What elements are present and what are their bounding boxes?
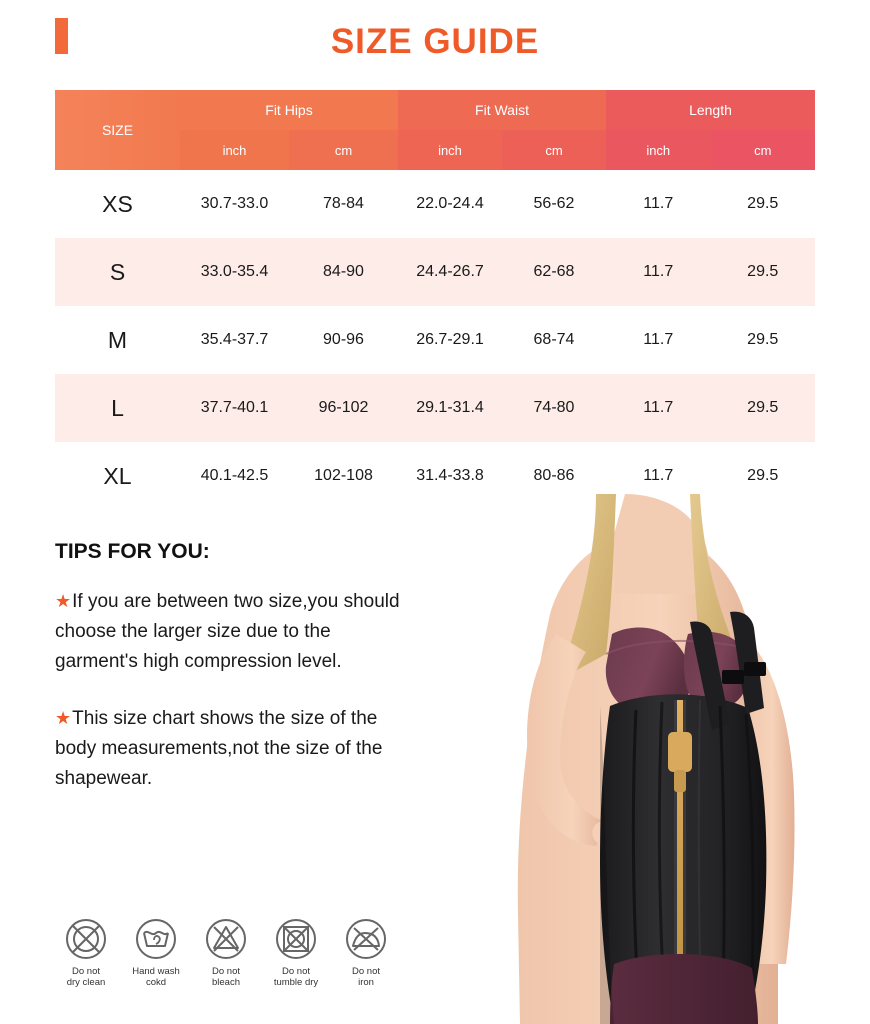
care-label-line2: cokd [145, 977, 167, 988]
do-not-tumble-dry-icon [275, 918, 317, 960]
cell-waist-cm: 56-62 [502, 170, 606, 238]
cell-hips-cm: 102-108 [289, 442, 398, 510]
tip-item [55, 586, 415, 677]
care-label-line1: Do not [72, 966, 100, 977]
cell-waist-inch: 24.4-26.7 [398, 238, 502, 306]
column-group-fit-waist: Fit Waist [398, 90, 606, 130]
size-table-body [55, 170, 815, 510]
cell-hips-cm: 90-96 [289, 306, 398, 374]
care-item [128, 918, 184, 988]
care-label-line1: Do not [352, 966, 380, 977]
column-group-fit-hips: Fit Hips [180, 90, 398, 130]
care-label-line1: Do not [212, 966, 240, 977]
size-table-head [55, 90, 815, 170]
cell-waist-cm: 62-68 [502, 238, 606, 306]
page-header [0, 0, 870, 88]
cell-waist-cm: 68-74 [502, 306, 606, 374]
column-header-waist-inch: inch [398, 130, 502, 170]
care-item [198, 918, 254, 988]
cell-waist-inch: 22.0-24.4 [398, 170, 502, 238]
cell-hips-cm: 78-84 [289, 170, 398, 238]
cell-hips-cm: 96-102 [289, 374, 398, 442]
hand-wash-icon [135, 918, 177, 960]
cell-hips-inch: 35.4-37.7 [180, 306, 289, 374]
cell-size: L [55, 374, 180, 442]
care-label-line2: tumble dry [273, 977, 319, 988]
care-label-line1: Hand wash [132, 966, 180, 977]
care-label-line2: dry clean [66, 977, 106, 988]
tips-title: TIPS FOR YOU: [55, 540, 210, 563]
model-illustration [400, 494, 870, 1024]
cell-hips-inch: 40.1-42.5 [180, 442, 289, 510]
do-not-bleach-icon [205, 918, 247, 960]
cell-waist-inch: 29.1-31.4 [398, 374, 502, 442]
cell-length-cm: 29.5 [711, 306, 816, 374]
table-row [55, 238, 815, 306]
cell-length-inch: 11.7 [606, 306, 711, 374]
column-group-length: Length [606, 90, 815, 130]
do-not-iron-icon [345, 918, 387, 960]
column-header-hips-inch: inch [180, 130, 289, 170]
tip-text: This size chart shows the size of the body measurements,not the size of the shapewear. [55, 708, 383, 789]
column-header-hips-cm: cm [289, 130, 398, 170]
star-icon: ★ [55, 708, 72, 728]
cell-length-inch: 11.7 [606, 442, 711, 510]
cell-waist-inch: 26.7-29.1 [398, 306, 502, 374]
product-model-image [400, 494, 870, 1024]
cell-hips-inch: 30.7-33.0 [180, 170, 289, 238]
cell-hips-inch: 37.7-40.1 [180, 374, 289, 442]
column-header-waist-cm: cm [502, 130, 606, 170]
cell-length-cm: 29.5 [711, 170, 816, 238]
page-title: SIZE GUIDE [330, 22, 540, 61]
care-instructions [58, 918, 398, 988]
cell-length-cm: 29.5 [711, 374, 816, 442]
star-icon: ★ [55, 591, 72, 611]
table-header-row-groups [55, 90, 815, 130]
column-header-length-inch: inch [606, 130, 711, 170]
table-row [55, 374, 815, 442]
tip-item [55, 703, 415, 794]
care-label-line2: iron [358, 977, 374, 988]
cell-length-inch: 11.7 [606, 374, 711, 442]
cell-waist-cm: 74-80 [502, 374, 606, 442]
cell-length-cm: 29.5 [711, 238, 816, 306]
tips-section [55, 540, 415, 820]
care-item [338, 918, 394, 988]
cell-length-cm: 29.5 [711, 442, 816, 510]
cell-size: S [55, 238, 180, 306]
table-row [55, 306, 815, 374]
do-not-dry-clean-icon [65, 918, 107, 960]
cell-waist-cm: 80-86 [502, 442, 606, 510]
cell-hips-cm: 84-90 [289, 238, 398, 306]
cell-length-inch: 11.7 [606, 238, 711, 306]
cell-waist-inch: 31.4-33.8 [398, 442, 502, 510]
cell-size: M [55, 306, 180, 374]
column-header-length-cm: cm [711, 130, 816, 170]
care-label-line1: Do not [282, 966, 310, 977]
cell-hips-inch: 33.0-35.4 [180, 238, 289, 306]
table-row [55, 170, 815, 238]
care-label-line2: bleach [212, 977, 240, 988]
size-table-container [55, 90, 815, 510]
column-header-size: SIZE [55, 90, 180, 170]
cell-size: XS [55, 170, 180, 238]
tip-text: If you are between two size,you should choose the larger size due to the garment's high compression level. [55, 591, 400, 672]
cell-length-inch: 11.7 [606, 170, 711, 238]
care-item [58, 918, 114, 988]
care-item [268, 918, 324, 988]
cell-size: XL [55, 442, 180, 510]
size-table [55, 90, 815, 510]
